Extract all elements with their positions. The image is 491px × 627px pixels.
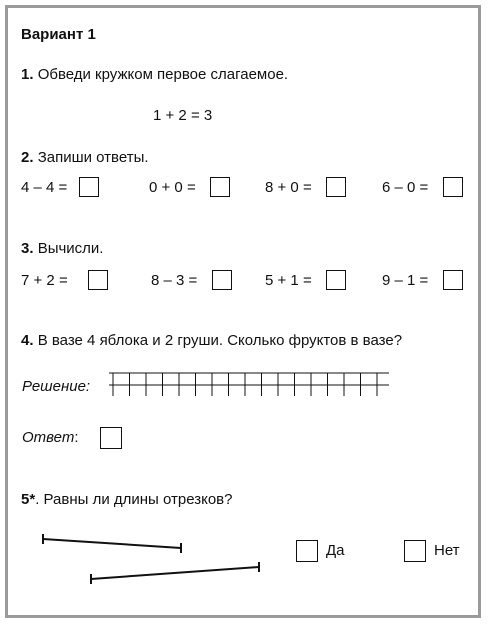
answer-label: Ответ xyxy=(22,429,75,446)
answer-colon: : xyxy=(74,429,79,446)
variant-title: Вариант 1 xyxy=(21,26,96,43)
task3-item-2: 8 – 3 = xyxy=(151,272,198,289)
task1-number: 1. xyxy=(21,66,34,83)
task1-expression: 1 + 2 = 3 xyxy=(153,107,213,124)
option-no-label: Нет xyxy=(434,542,460,559)
segment-1 xyxy=(43,539,181,548)
task4-text: В вазе 4 яблока и 2 груши. Сколько фруктов в вазе? xyxy=(37,332,403,349)
task3-item-3: 5 + 1 = xyxy=(265,272,312,289)
task3-item-1: 7 + 2 = xyxy=(21,272,68,289)
task5-text: . Равны ли длины отрезков? xyxy=(35,491,233,508)
task5-number: 5* xyxy=(21,491,36,508)
option-yes-label: Да xyxy=(326,542,345,559)
solution-label: Решение: xyxy=(22,378,91,395)
task4-number: 4. xyxy=(21,332,34,349)
task2-text: Запиши ответы. xyxy=(37,149,149,166)
option-yes-checkbox[interactable] xyxy=(296,540,318,562)
task1-text: Обведи кружком первое слагаемое. xyxy=(37,66,289,83)
task2-number: 2. xyxy=(21,149,34,166)
task2-item-3: 8 + 0 = xyxy=(265,179,312,196)
option-no-checkbox[interactable] xyxy=(404,540,426,562)
task2-item-1: 4 – 4 = xyxy=(21,179,68,196)
task3-item-4: 9 – 1 = xyxy=(382,272,429,289)
task3-number: 3. xyxy=(21,240,34,257)
task3-text: Вычисли. xyxy=(37,240,104,257)
task2-item-2: 0 + 0 = xyxy=(149,179,196,196)
segment-2 xyxy=(91,567,259,579)
task2-item-4: 6 – 0 = xyxy=(382,179,429,196)
